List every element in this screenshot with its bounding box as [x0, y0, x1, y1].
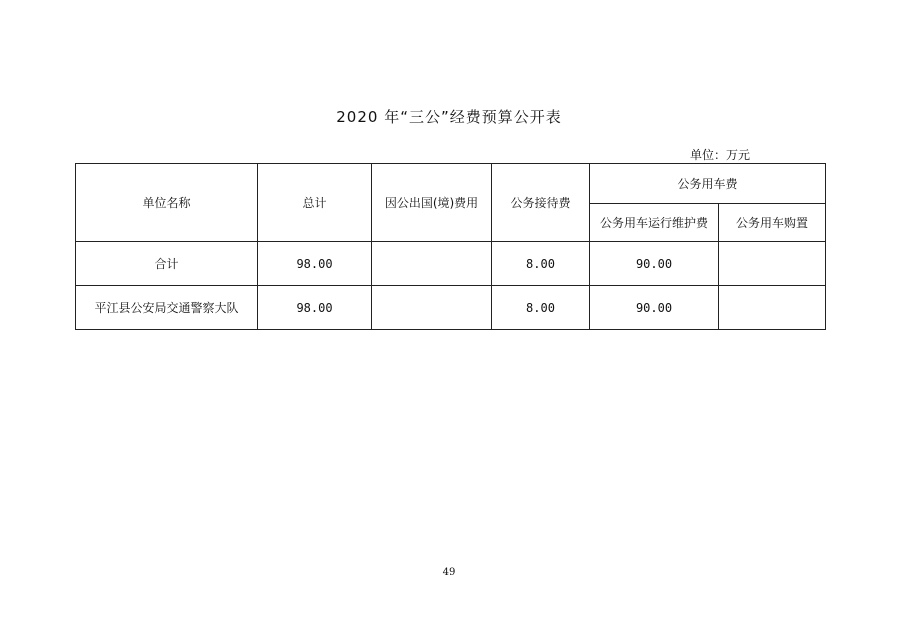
header-overseas: 因公出国(境)费用 [372, 164, 492, 242]
cell-reception: 8.00 [492, 286, 590, 330]
header-reception: 公务接待费 [492, 164, 590, 242]
cell-overseas [372, 286, 492, 330]
cell-unit-name: 平江县公安局交通警察大队 [76, 286, 258, 330]
page-number: 49 [442, 567, 456, 578]
cell-reception: 8.00 [492, 242, 590, 286]
unit-label: 单位：万元 [690, 148, 751, 162]
cell-vehicle-purchase [719, 286, 826, 330]
header-total: 总计 [258, 164, 372, 242]
cell-total: 98.00 [258, 286, 372, 330]
table-row [76, 242, 826, 286]
cell-unit-name: 合计 [76, 242, 258, 286]
cell-vehicle-operation: 90.00 [590, 242, 719, 286]
budget-table [75, 163, 826, 330]
header-vehicle-purchase: 公务用车购置 [719, 204, 826, 242]
header-vehicle-operation: 公务用车运行维护费 [590, 204, 719, 242]
page-title: 2020 年“三公”经费预算公开表 [336, 108, 562, 126]
cell-overseas [372, 242, 492, 286]
cell-total: 98.00 [258, 242, 372, 286]
header-unit-name: 单位名称 [76, 164, 258, 242]
cell-vehicle-operation: 90.00 [590, 286, 719, 330]
header-row-1 [76, 164, 826, 204]
table-row [76, 286, 826, 330]
cell-vehicle-purchase [719, 242, 826, 286]
header-vehicle-group: 公务用车费 [590, 164, 826, 204]
